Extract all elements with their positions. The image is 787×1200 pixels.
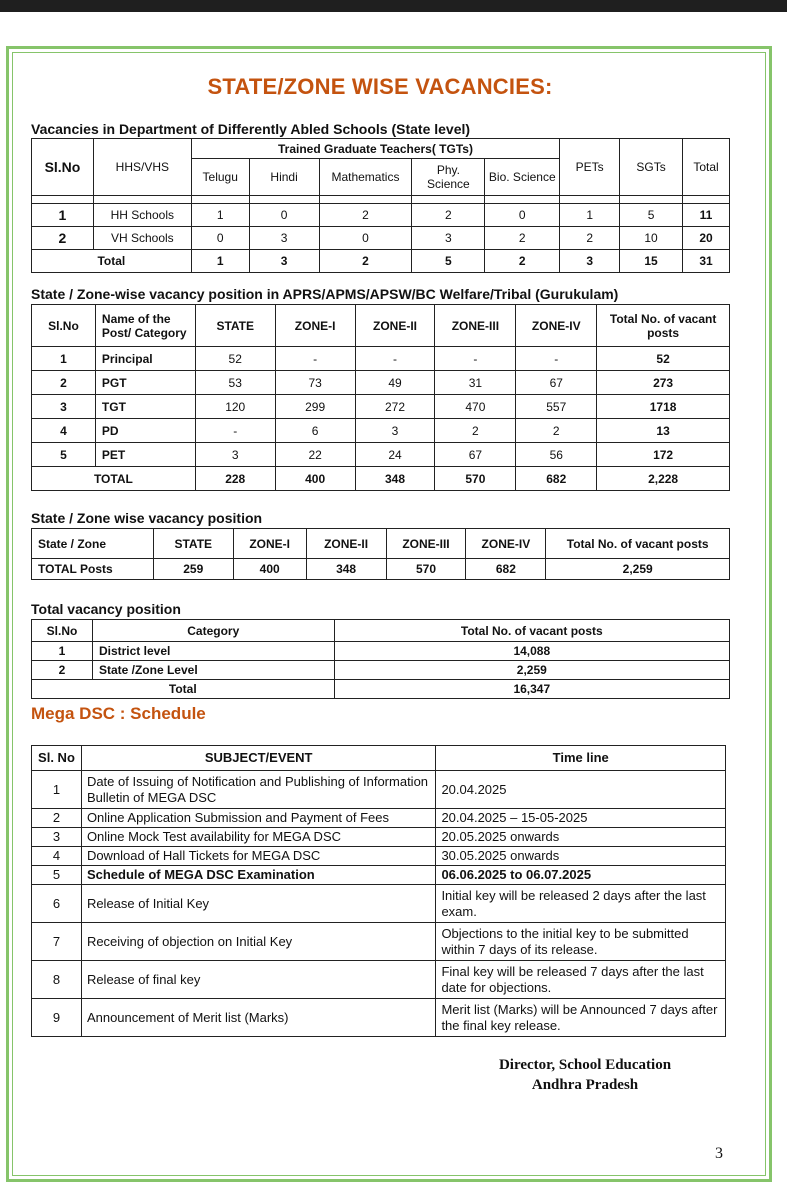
section1-heading: Vacancies in Department of Differently Abled Schools (State level) [31,121,471,137]
gurukulam-vacancies-table [31,304,730,491]
table-row: 1 HH Schools 1 0 2 2 0 1 5 11 [32,204,730,227]
table-row: 9 Announcement of Merit list (Marks) Merit list (Marks) will be Announced 7 days after the final key release. [32,999,726,1037]
header-total-vacant: Total No. of vacant posts [597,305,730,347]
table-row: 4 PD - 6 3 2 2 13 [32,419,730,443]
header-zone-2: ZONE-II [355,305,435,347]
table-row: 6 Release of Initial Key Initial key will be released 2 days after the last exam. [32,885,726,923]
table-row: 1 Principal 52 - - - - 52 [32,347,730,371]
header-state-zone: State / Zone [32,529,154,559]
header-phy-science: Phy. Science [412,159,485,196]
header-slno: Sl. No [32,746,82,771]
table-row: 2 PGT 53 73 49 31 67 273 [32,371,730,395]
section2-heading: State / Zone-wise vacancy position in APRS/APMS/APSW/BC Welfare/Tribal (Gurukulam) [31,286,619,302]
table-row: 5 PET 3 22 24 67 56 172 [32,443,730,467]
schedule-heading: Mega DSC : Schedule [31,704,206,723]
table-total-row: Total 16,347 [32,680,730,699]
header-hhs-vhs: HHS/VHS [93,139,191,196]
header-zone-3: ZONE-III [435,305,516,347]
table-row: 1 Date of Issuing of Notification and Publishing of Information Bulletin of MEGA DSC 20.04.2025 [32,771,726,809]
page-title: STATE/ZONE WISE VACANCIES: [207,74,553,99]
table-row: 4 Download of Hall Tickets for MEGA DSC 30.05.2025 onwards [32,847,726,866]
table-total-row: TOTAL 228 400 348 570 682 2,228 [32,467,730,491]
header-category: Category [92,620,334,642]
header-zone-1: ZONE-I [275,305,355,347]
header-state: STATE [153,529,233,559]
header-subject-event: SUBJECT/EVENT [81,746,436,771]
header-slno: Sl.No [32,620,93,642]
header-bio-science: Bio. Science [485,159,560,196]
header-pets: PETs [560,139,620,196]
header-time-line: Time line [436,746,726,771]
table-row: 3 TGT 120 299 272 470 557 1718 [32,395,730,419]
page-number: 3 [715,1145,723,1162]
table-row: 7 Receiving of objection on Initial Key Objections to the initial key to be submitted within 7 days of its release. [32,923,726,961]
section4-heading: Total vacancy position [31,601,181,617]
signature-state: Andhra Pradesh [531,1077,639,1093]
header-zone-2: ZONE-II [306,529,386,559]
header-telugu: Telugu [191,159,249,196]
table-row: 2 VH Schools 0 3 0 3 2 2 10 20 [32,227,730,250]
header-hindi: Hindi [249,159,319,196]
header-sgts: SGTs [620,139,683,196]
header-total-vacant: Total No. of vacant posts [546,529,730,559]
header-state: STATE [195,305,275,347]
table-row: 1 District level 14,088 [32,642,730,661]
table-total-row: Total 1 3 2 5 2 3 15 31 [32,250,730,273]
table-row: 3 Online Mock Test availability for MEGA DSC 20.05.2025 onwards [32,828,726,847]
top-dark-bar [0,0,787,12]
header-zone-1: ZONE-I [233,529,306,559]
table-row: 8 Release of final key Final key will be released 7 days after the last date for objections. [32,961,726,999]
header-post: Name of the Post/ Category [95,305,195,347]
table-row: 2 Online Application Submission and Payment of Fees 20.04.2025 – 15-05-2025 [32,809,726,828]
header-total-vacant: Total No. of vacant posts [334,620,729,642]
signature-title: Director, School Education [498,1057,672,1073]
table-row: TOTAL Posts 259 400 348 570 682 2,259 [32,559,730,580]
header-zone-4: ZONE-IV [466,529,546,559]
total-vacancy-table [31,619,730,699]
header-mathematics: Mathematics [319,159,412,196]
header-slno: Sl.No [32,139,94,196]
header-total: Total [682,139,729,196]
header-tgt-group: Trained Graduate Teachers( TGTs) [191,139,559,159]
table-row: 5 Schedule of MEGA DSC Examination 06.06.2025 to 06.07.2025 [32,866,726,885]
differently-abled-vacancies-table [31,138,730,273]
schedule-table [31,745,726,1037]
section3-heading: State / Zone wise vacancy position [31,510,263,526]
header-zone-4: ZONE-IV [516,305,597,347]
header-slno: Sl.No [32,305,96,347]
table-row: 2 State /Zone Level 2,259 [32,661,730,680]
state-zone-summary-table [31,528,730,580]
header-zone-3: ZONE-III [386,529,466,559]
